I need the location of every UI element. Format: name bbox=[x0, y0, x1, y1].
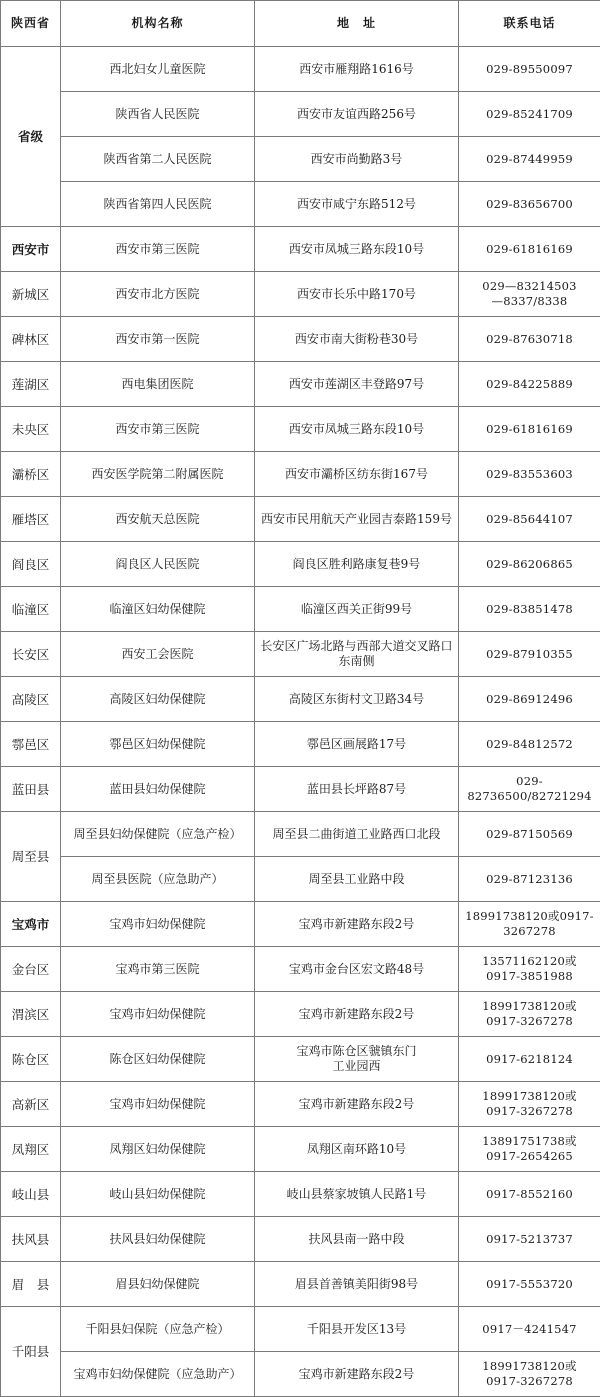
table-row bbox=[1, 722, 600, 767]
region-cell: 省级 bbox=[1, 47, 61, 227]
phone: 029-82736500/82721294 bbox=[459, 767, 600, 812]
region-cell: 未央区 bbox=[1, 407, 61, 452]
address: 西安市莲湖区丰登路97号 bbox=[255, 362, 459, 407]
institution-name: 宝鸡市妇幼保健院 bbox=[61, 902, 255, 947]
table-row bbox=[1, 227, 600, 272]
phone-line: 0917-3267278 bbox=[486, 1104, 573, 1118]
region-cell: 渭滨区 bbox=[1, 992, 61, 1037]
table-row bbox=[1, 902, 600, 947]
address: 宝鸡市金台区宏文路48号 bbox=[255, 947, 459, 992]
institution-name: 扶风县妇幼保健院 bbox=[61, 1217, 255, 1262]
institution-name: 陕西省第四人民医院 bbox=[61, 182, 255, 227]
phone-line: 18991738120或0917- bbox=[465, 909, 594, 923]
phone: 029-87630718 bbox=[459, 317, 600, 362]
address: 蓝田县长坪路87号 bbox=[255, 767, 459, 812]
phone bbox=[459, 992, 600, 1037]
address: 眉县首善镇美阳街98号 bbox=[255, 1262, 459, 1307]
phone: 0917-6218124 bbox=[459, 1037, 600, 1082]
institution-name: 西安医学院第二附属医院 bbox=[61, 452, 255, 497]
phone-line: 18991738120或 bbox=[482, 999, 576, 1013]
region-cell: 莲湖区 bbox=[1, 362, 61, 407]
institution-name: 阎良区人民医院 bbox=[61, 542, 255, 587]
address: 西安市尚勤路3号 bbox=[255, 137, 459, 182]
address-line: 宝鸡市陈仓区虢镇东门 bbox=[296, 1044, 416, 1058]
region-cell: 周至县 bbox=[1, 812, 61, 902]
institution-name: 陕西省第二人民医院 bbox=[61, 137, 255, 182]
region-cell: 蓝田县 bbox=[1, 767, 61, 812]
address-line: 工业园西 bbox=[332, 1059, 380, 1073]
institution-name: 宝鸡市妇幼保健院 bbox=[61, 1082, 255, 1127]
phone bbox=[459, 1082, 600, 1127]
address: 岐山县蔡家坡镇人民路1号 bbox=[255, 1172, 459, 1217]
phone-line: 13891751738或 bbox=[482, 1134, 576, 1148]
region-cell: 阎良区 bbox=[1, 542, 61, 587]
phone bbox=[459, 902, 600, 947]
phone bbox=[459, 1127, 600, 1172]
region-cell: 新城区 bbox=[1, 272, 61, 317]
table-row bbox=[1, 542, 600, 587]
phone-line: 13571162120或 bbox=[482, 954, 576, 968]
table-row bbox=[1, 1172, 600, 1217]
table-row bbox=[1, 857, 600, 902]
institution-name: 宝鸡市妇幼保健院 bbox=[61, 992, 255, 1037]
address bbox=[255, 632, 459, 677]
phone: 029-85241709 bbox=[459, 92, 600, 137]
table-row bbox=[1, 677, 600, 722]
table-row bbox=[1, 272, 600, 317]
phone-line: 0917-3267278 bbox=[486, 1374, 573, 1388]
table-row bbox=[1, 182, 600, 227]
header-row bbox=[1, 1, 600, 47]
table-row bbox=[1, 47, 600, 92]
phone bbox=[459, 947, 600, 992]
table-row bbox=[1, 1127, 600, 1172]
phone-line: 3267278 bbox=[503, 924, 556, 938]
phone: 029-61816169 bbox=[459, 407, 600, 452]
institution-name: 宝鸡市妇幼保健院（应急助产） bbox=[61, 1352, 255, 1397]
institution-name: 西安市北方医院 bbox=[61, 272, 255, 317]
table-row bbox=[1, 1262, 600, 1307]
address: 周至县二曲街道工业路西口北段 bbox=[255, 812, 459, 857]
address: 西安市雁翔路1616号 bbox=[255, 47, 459, 92]
address: 西安市灞桥区纺东街167号 bbox=[255, 452, 459, 497]
table-row bbox=[1, 632, 600, 677]
phone-line: 18991738120或 bbox=[482, 1359, 576, 1373]
institution-name: 千阳县妇保院（应急产检） bbox=[61, 1307, 255, 1352]
address bbox=[255, 1037, 459, 1082]
region-cell: 鄠邑区 bbox=[1, 722, 61, 767]
institution-name: 鄠邑区妇幼保健院 bbox=[61, 722, 255, 767]
table-row bbox=[1, 452, 600, 497]
phone: 029-83851478 bbox=[459, 587, 600, 632]
table-row bbox=[1, 587, 600, 632]
region-cell: 西安市 bbox=[1, 227, 61, 272]
region-cell: 高陵区 bbox=[1, 677, 61, 722]
address: 西安市凤城三路东段10号 bbox=[255, 407, 459, 452]
region-cell: 眉 县 bbox=[1, 1262, 61, 1307]
institution-name: 陈仓区妇幼保健院 bbox=[61, 1037, 255, 1082]
phone-line: 0917-2654265 bbox=[486, 1149, 573, 1163]
phone: 0917-5553720 bbox=[459, 1262, 600, 1307]
institution-name: 西北妇女儿童医院 bbox=[61, 47, 255, 92]
address: 临潼区西关正街99号 bbox=[255, 587, 459, 632]
phone: 029-83656700 bbox=[459, 182, 600, 227]
institution-name: 蓝田县妇幼保健院 bbox=[61, 767, 255, 812]
table-row bbox=[1, 1217, 600, 1262]
phone-line: 029—83214503 bbox=[482, 279, 576, 293]
phone: 029-84225889 bbox=[459, 362, 600, 407]
region-cell: 临潼区 bbox=[1, 587, 61, 632]
institution-name: 西安市第三医院 bbox=[61, 227, 255, 272]
phone bbox=[459, 1352, 600, 1397]
address: 凤翔区南环路10号 bbox=[255, 1127, 459, 1172]
phone-line: 18991738120或 bbox=[482, 1089, 576, 1103]
address: 高陵区东街村文卫路34号 bbox=[255, 677, 459, 722]
address: 周至县工业路中段 bbox=[255, 857, 459, 902]
table-row bbox=[1, 1082, 600, 1127]
institution-name: 岐山县妇幼保健院 bbox=[61, 1172, 255, 1217]
institution-name: 西电集团医院 bbox=[61, 362, 255, 407]
phone: 029-86912496 bbox=[459, 677, 600, 722]
address: 宝鸡市新建路东段2号 bbox=[255, 1352, 459, 1397]
institution-name: 西安工会医院 bbox=[61, 632, 255, 677]
header-address: 地 址 bbox=[255, 1, 459, 47]
phone: 029-61816169 bbox=[459, 227, 600, 272]
phone: 029-83553603 bbox=[459, 452, 600, 497]
phone: 0917-5213737 bbox=[459, 1217, 600, 1262]
header-province: 陕西省 bbox=[1, 1, 61, 47]
institution-name: 凤翔区妇幼保健院 bbox=[61, 1127, 255, 1172]
table-row bbox=[1, 1307, 600, 1352]
header-phone: 联系电话 bbox=[459, 1, 600, 47]
address: 宝鸡市新建路东段2号 bbox=[255, 992, 459, 1037]
phone: 029-87150569 bbox=[459, 812, 600, 857]
region-cell: 岐山县 bbox=[1, 1172, 61, 1217]
phone: 0917－4241547 bbox=[459, 1307, 600, 1352]
region-cell: 高新区 bbox=[1, 1082, 61, 1127]
address: 鄠邑区画展路17号 bbox=[255, 722, 459, 767]
table-row bbox=[1, 1352, 600, 1397]
phone: 029-87449959 bbox=[459, 137, 600, 182]
table-row bbox=[1, 767, 600, 812]
region-cell: 千阳县 bbox=[1, 1307, 61, 1397]
table-row bbox=[1, 812, 600, 857]
table-row bbox=[1, 497, 600, 542]
table-row bbox=[1, 137, 600, 182]
institution-name: 宝鸡市第三医院 bbox=[61, 947, 255, 992]
address-line: 东南侧 bbox=[338, 654, 374, 668]
table-row bbox=[1, 1037, 600, 1082]
table-row bbox=[1, 992, 600, 1037]
table-row bbox=[1, 407, 600, 452]
phone: 029-84812572 bbox=[459, 722, 600, 767]
address: 扶风县南一路中段 bbox=[255, 1217, 459, 1262]
region-cell: 宝鸡市 bbox=[1, 902, 61, 947]
address: 西安市咸宁东路512号 bbox=[255, 182, 459, 227]
institution-name: 周至县医院（应急助产） bbox=[61, 857, 255, 902]
region-cell: 金台区 bbox=[1, 947, 61, 992]
header-name: 机构名称 bbox=[61, 1, 255, 47]
phone-line: —8337/8338 bbox=[492, 294, 568, 308]
address: 西安市南大街粉巷30号 bbox=[255, 317, 459, 362]
address: 千阳县开发区13号 bbox=[255, 1307, 459, 1352]
region-cell: 凤翔区 bbox=[1, 1127, 61, 1172]
table-row bbox=[1, 362, 600, 407]
address: 西安市长乐中路170号 bbox=[255, 272, 459, 317]
phone: 029-87910355 bbox=[459, 632, 600, 677]
region-cell: 陈仓区 bbox=[1, 1037, 61, 1082]
phone: 029-86206865 bbox=[459, 542, 600, 587]
region-cell: 灞桥区 bbox=[1, 452, 61, 497]
address: 西安市民用航天产业园吉泰路159号 bbox=[255, 497, 459, 542]
region-cell: 雁塔区 bbox=[1, 497, 61, 542]
phone: 0917-8552160 bbox=[459, 1172, 600, 1217]
phone: 029-85644107 bbox=[459, 497, 600, 542]
institution-name: 陕西省人民医院 bbox=[61, 92, 255, 137]
region-cell: 碑林区 bbox=[1, 317, 61, 362]
institution-name: 西安航天总医院 bbox=[61, 497, 255, 542]
phone-line: 0917-3267278 bbox=[486, 1014, 573, 1028]
address: 西安市凤城三路东段10号 bbox=[255, 227, 459, 272]
region-cell: 长安区 bbox=[1, 632, 61, 677]
table-row bbox=[1, 947, 600, 992]
institution-name: 临潼区妇幼保健院 bbox=[61, 587, 255, 632]
address-line: 长安区广场北路与西部大道交叉路口 bbox=[260, 639, 452, 653]
institution-name: 西安市第一医院 bbox=[61, 317, 255, 362]
institution-name: 周至县妇幼保健院（应急产检） bbox=[61, 812, 255, 857]
phone-line: 0917-3851988 bbox=[486, 969, 573, 983]
table-row bbox=[1, 317, 600, 362]
address: 宝鸡市新建路东段2号 bbox=[255, 902, 459, 947]
phone: 029-87123136 bbox=[459, 857, 600, 902]
table-row bbox=[1, 92, 600, 137]
address: 宝鸡市新建路东段2号 bbox=[255, 1082, 459, 1127]
phone: 029-89550097 bbox=[459, 47, 600, 92]
region-cell: 扶风县 bbox=[1, 1217, 61, 1262]
address: 西安市友谊西路256号 bbox=[255, 92, 459, 137]
institution-name: 眉县妇幼保健院 bbox=[61, 1262, 255, 1307]
institution-name: 西安市第三医院 bbox=[61, 407, 255, 452]
address: 阎良区胜利路康复巷9号 bbox=[255, 542, 459, 587]
phone bbox=[459, 272, 600, 317]
institution-name: 高陵区妇幼保健院 bbox=[61, 677, 255, 722]
